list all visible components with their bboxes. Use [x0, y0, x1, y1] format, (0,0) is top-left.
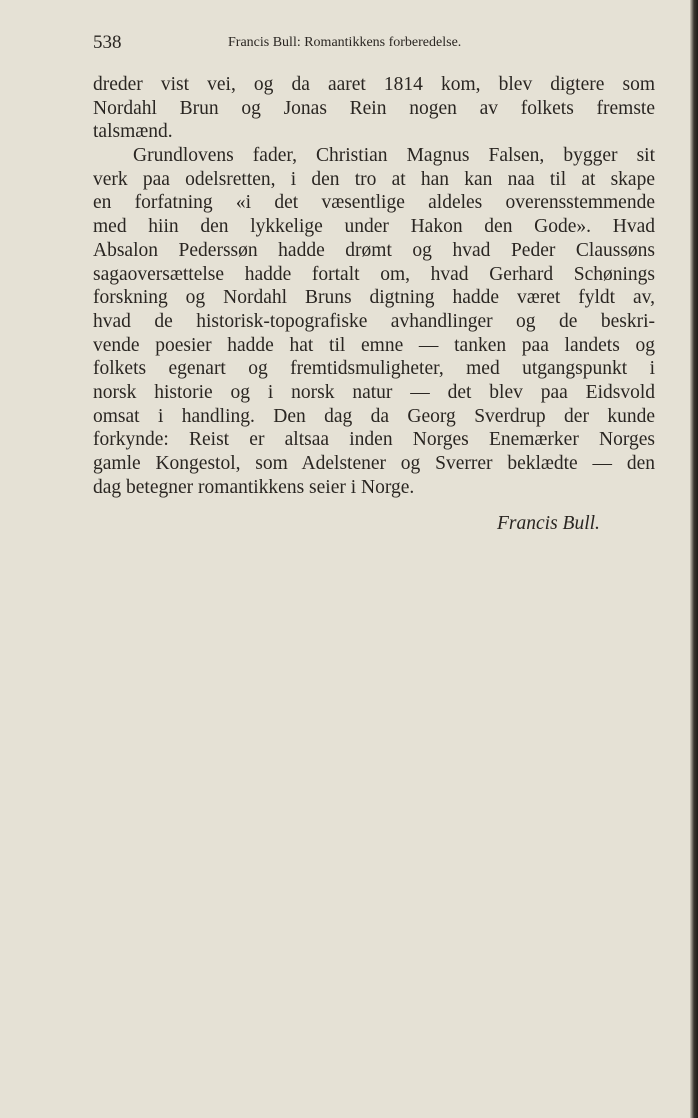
text-line: hvad de historisk-topografiske avhandlinger og de beskri- [93, 310, 655, 332]
paragraph [93, 144, 655, 499]
text-line: talsmænd. [93, 121, 173, 143]
text-line: Absalon Pederssøn hadde drømt og hvad Peder Claussøns [93, 239, 655, 261]
body-text [93, 73, 655, 499]
text-line: verk paa odelsretten, i den tro at han kan naa til at skape [93, 168, 655, 190]
text-line: vende poesier hadde hat til emne — tanken paa landets og [93, 334, 655, 356]
text-line: Nordahl Brun og Jonas Rein nogen av folkets fremste [93, 97, 655, 119]
author-signature: Francis Bull. [497, 513, 600, 534]
text-line: en forfatning «i det væsentlige aldeles overensstemmende [93, 192, 655, 214]
paragraph [93, 73, 655, 144]
page-header [93, 32, 655, 54]
text-line: folkets egenart og fremtidsmuligheter, med utgangspunkt i [93, 358, 655, 380]
text-line: norsk historie og i norsk natur — det blev paa Eidsvold [93, 381, 655, 403]
page-edge [690, 0, 698, 1118]
text-line: gamle Kongestol, som Adelstener og Sverrer beklædte — den [93, 453, 655, 474]
text-line: Grundlovens fader, Christian Magnus Falsen, bygger sit [133, 145, 655, 167]
running-title: Francis Bull: Romantikkens forberedelse. [228, 35, 462, 50]
page-number: 538 [93, 32, 122, 53]
text-line: omsat i handling. Den dag da Georg Sverdrup der kunde [93, 405, 655, 427]
text-line: forkynde: Reist er altsaa inden Norges Enemærker Norges [93, 429, 655, 451]
text-line: med hiin den lykkelige under Hakon den Gode». Hvad [93, 216, 655, 238]
text-line: sagaoversættelse hadde fortalt om, hvad Gerhard Schønings [93, 263, 655, 285]
text-line: dag betegner romantikkens seier i Norge. [93, 476, 415, 498]
text-line: dreder vist vei, og da aaret 1814 kom, blev digtere som [93, 74, 655, 95]
text-line: forskning og Nordahl Bruns digtning hadde været fyldt av, [93, 287, 655, 309]
